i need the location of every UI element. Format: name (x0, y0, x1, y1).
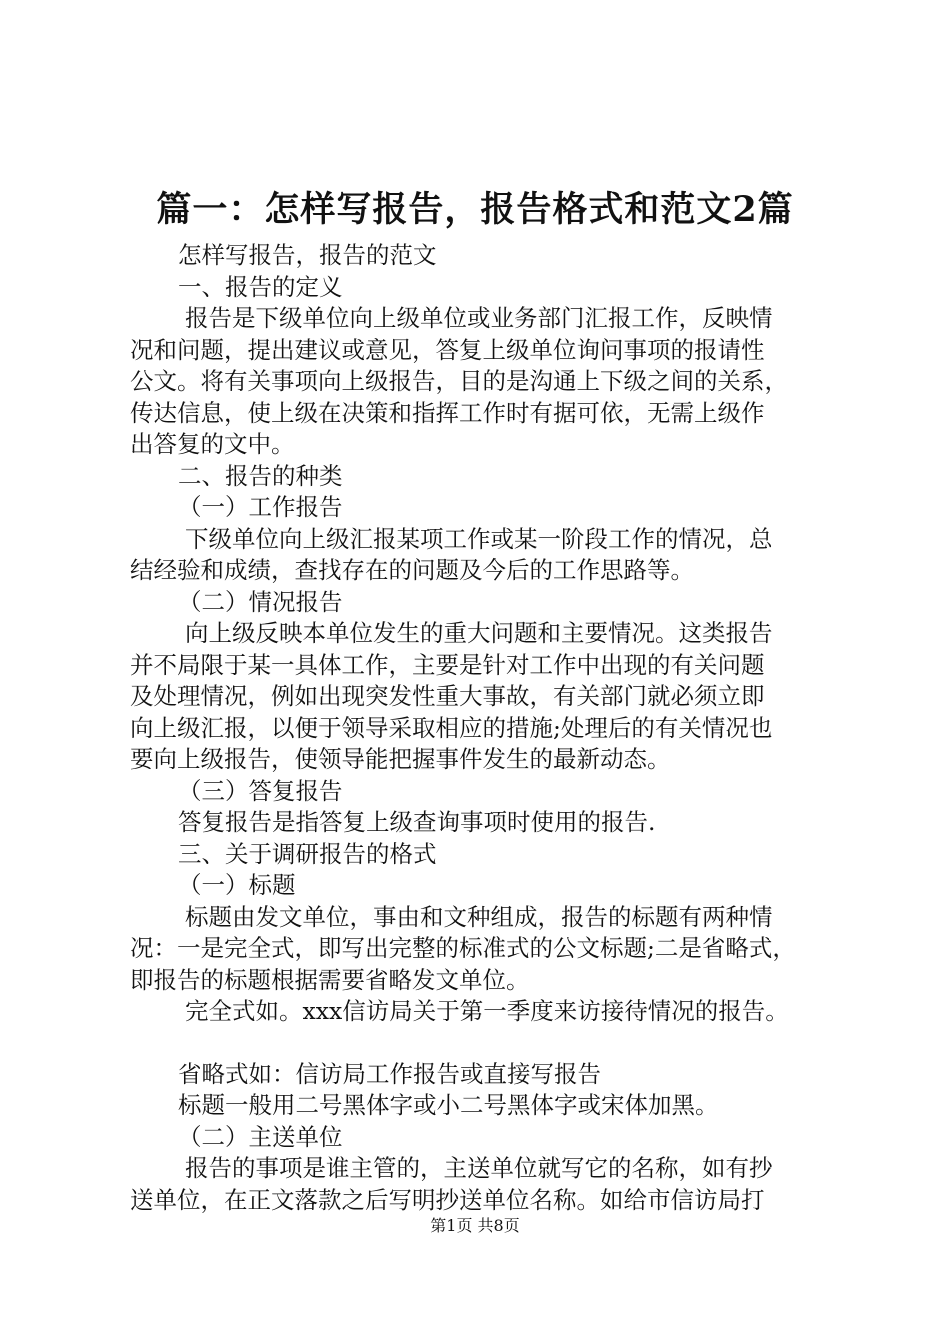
paragraph-line: 况：一是完全式，即写出完整的标准式的公文标题;二是省略式， (130, 934, 796, 962)
paragraph-line: 向上级反映本单位发生的重大问题和主要情况。这类报告 (185, 619, 773, 647)
document-body (130, 240, 850, 1216)
paragraph-line: 出答复的文中。 (130, 430, 295, 458)
paragraph-line: 况和问题，提出建议或意见，答复上级单位询问事项的报请性 (130, 335, 765, 364)
paragraph-line: 公文。将有关事项向上级报告，目的是沟通上下级之间的关系， (130, 367, 788, 395)
paragraph-line: 并不局限于某一具体工作，主要是针对工作中出现的有关问题 (130, 650, 765, 679)
paragraph-line: 结经验和成绩，查找存在的问题及今后的工作思路等。 (130, 556, 694, 584)
paragraph-line: 即报告的标题根据需要省略发文单位。 (130, 965, 530, 994)
section-heading: 三、关于调研报告的格式 (178, 839, 437, 868)
paragraph-line: 及处理情况，例如出现突发性重大事故，有关部门就必须立即 (130, 682, 765, 710)
paragraph-line: 答复报告是指答复上级查询事项时使用的报告. (178, 808, 656, 836)
subsection-heading: （一）标题 (178, 871, 296, 899)
subsection-heading: （二）情况报告 (178, 587, 343, 616)
paragraph-line: 报告的事项是谁主管的，主送单位就写它的名称，如有抄 (185, 1154, 773, 1182)
subsection-heading: （三）答复报告 (178, 776, 343, 805)
paragraph-line: 送单位，在正文落款之后写明抄送单位名称。如给市信访局打 (130, 1185, 765, 1214)
paragraph-line: 要向上级报告，使领导能把握事件发生的最新动态。 (130, 745, 671, 773)
paragraph-gap (130, 1028, 850, 1059)
paragraph-line: 向上级汇报，以便于领导采取相应的措施;处理后的有关情况也 (130, 713, 773, 742)
paragraph-line: 标题一般用二号黑体字或小二号黑体字或宋体加黑。 (178, 1091, 719, 1119)
subsection-heading: （一）工作报告 (178, 493, 343, 521)
paragraph-line: 怎样写报告，报告的范文 (178, 241, 437, 269)
page-footer: 第1页 共8页 (430, 1216, 520, 1235)
paragraph-line: 传达信息，使上级在决策和指挥工作时有据可依，无需上级作 (130, 398, 765, 427)
paragraph-line: 下级单位向上级汇报某项工作或某一阶段工作的情况，总 (185, 524, 773, 553)
section-heading: 一、报告的定义 (178, 272, 343, 301)
subsection-heading: （二）主送单位 (178, 1122, 343, 1151)
paragraph-line: 完全式如。xxx信访局关于第一季度来访接待情况的报告。 (185, 997, 789, 1025)
paragraph-line: 标题由发文单位，事由和文种组成，报告的标题有两种情 (185, 902, 773, 931)
section-heading: 二、报告的种类 (178, 461, 343, 490)
document-title: 篇一：怎样写报告，报告格式和范文2篇 (156, 189, 794, 230)
paragraph-line: 省略式如：信访局工作报告或直接写报告 (178, 1059, 601, 1088)
paragraph-line: 报告是下级单位向上级单位或业务部门汇报工作，反映情 (185, 304, 773, 332)
